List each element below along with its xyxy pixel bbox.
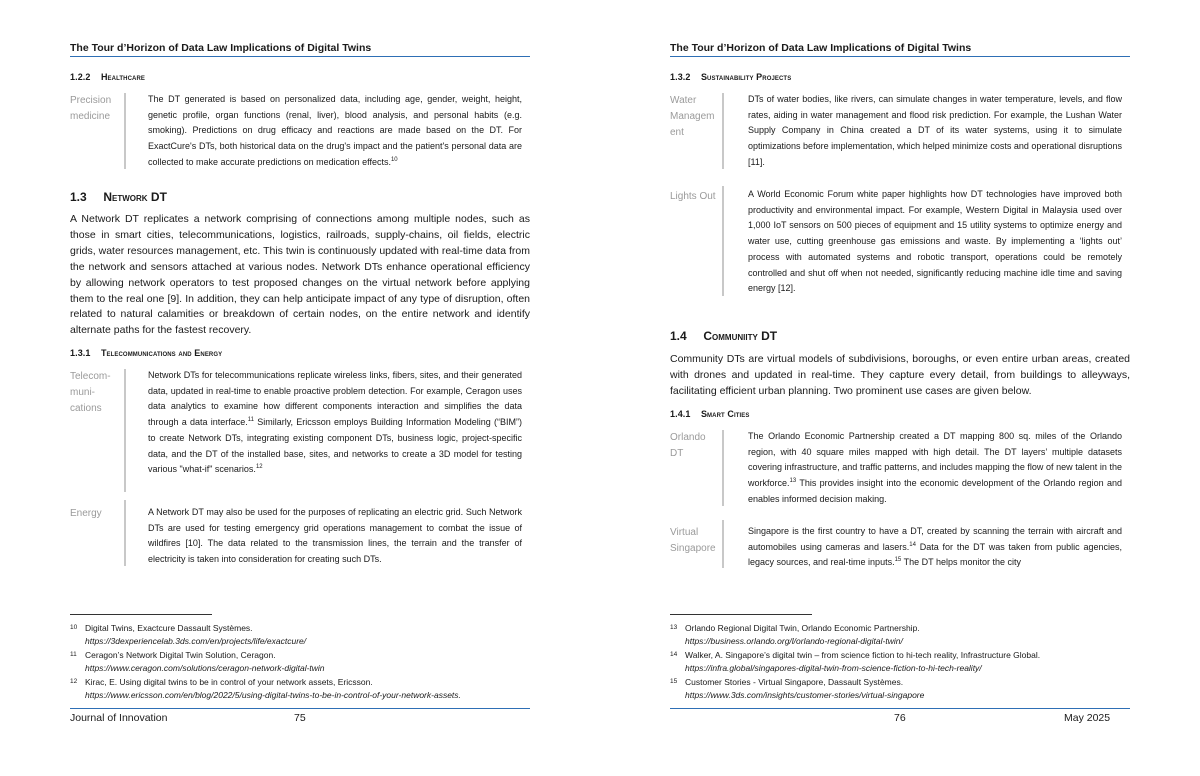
paragraph-text: Singapore is the first country to have a DT, created by scanning the terrain with aircraft and automobiles using cameras and lasers. xyxy=(748,526,1122,552)
footnote-ref[interactable]: 15 xyxy=(894,557,902,564)
paragraph-text: This provides insight into the economic development of the Orlando region and enables informed decision making. xyxy=(748,478,1122,504)
footnote-link[interactable]: https://www.ceragon.com/solutions/ceragon-network-digital-twin xyxy=(85,663,325,674)
footnote-text: Ceragon’s Network Digital Twin Solution, Ceragon. xyxy=(85,650,276,660)
margin-rule xyxy=(124,93,126,169)
running-head: The Tour d’Horizon of Data Law Implications of Digital Twins xyxy=(670,42,972,54)
heading-number: 1.4.1 xyxy=(670,409,691,419)
footnote xyxy=(70,676,540,703)
margin-rule xyxy=(124,500,126,566)
footnote-ref[interactable]: 13 xyxy=(789,478,797,485)
heading-title: Sustainability Projects xyxy=(700,72,792,82)
heading-number: 1.3 xyxy=(70,190,87,204)
paragraph-text: Similarly, Ericsson employs Building Information Modeling (“BIM”) to create Network DTs, integrating existing component DTs, business logic, project-specific data, and the DT of the installed base, sites, and networks to create a 3D model for testing various "what-if" scenarios. xyxy=(148,417,522,475)
heading-number: 1.4 xyxy=(670,329,687,343)
footnote xyxy=(670,622,1140,649)
virtual-singapore-text xyxy=(748,524,1122,571)
footnote xyxy=(670,676,1140,703)
footnote-number: 14 xyxy=(670,651,678,658)
paragraph-text: Network DTs for telecommunications replicate wireless links, fibers, sites, and their generated data, updated in real-time to enable proactive problem detection. For example, Ceragon uses data analytics to examine how different components interaction and simplifies the data through a data interface. xyxy=(148,370,522,428)
label-line: Singapore xyxy=(670,543,716,554)
label-line: muni- xyxy=(70,387,96,398)
footnote-text: Digital Twins, Exactcure Dassault Systèmes. xyxy=(85,623,253,633)
paragraph-text: The Orlando Economic Partnership created a DT mapping 800 sq. miles of the Orlando region, with 40 square miles mapped with high detail. The DT layers’ multiple datasets covering infrastructure, and traffic patterns, and includes mapping the flow of new talent in the workforce. xyxy=(748,431,1122,489)
footnote-number: 13 xyxy=(670,624,678,631)
lights-out-text: A World Economic Forum white paper highlights how DT technologies have improved both productivity and environmental impact. For example, Western Digital in Malaysia used over 1,000 IoT sensors on 500 pieces of equipment and 15 utility systems to optimize energy and water use, cutting greenhouse gas emissions and waste. By implementing a ‘lights out’ process with automated systems and robotic transport, operations could be remotely controlled and shut off when not needed, significantly reducing machine idle time and saving energy [12]. xyxy=(748,189,1122,294)
water-management-text: DTs of water bodies, like rivers, can simulate changes in water temperature, levels, and flow rates, aiding in water management and flood risk prediction. For example, the Lushan Water Supply Company in China created a DT of its water systems, using it to simulate optimizations before implementation, which helped minimize costs and operational disruptions [11]. xyxy=(748,94,1122,167)
heading-number: 1.3.2 xyxy=(670,72,691,82)
right-page xyxy=(600,0,1200,776)
footnote-ref[interactable]: 10 xyxy=(390,156,398,163)
footnote-ref[interactable]: 12 xyxy=(255,464,263,471)
margin-label-lights-out: Lights Out xyxy=(670,191,716,202)
heading-1-2-2 xyxy=(70,72,145,82)
heading-title: Communiity DT xyxy=(703,329,778,343)
margin-label-precision-medicine: Precision medicine xyxy=(70,95,112,122)
heading-number: 1.3.1 xyxy=(70,348,91,358)
margin-label-energy: Energy xyxy=(70,508,102,519)
paragraph-text: The DT helps monitor the city xyxy=(901,557,1021,568)
heading-number: 1.2.2 xyxy=(70,72,91,82)
footnote-link[interactable]: https://business.orlando.org/l/orlando-regional-digital-twin/ xyxy=(685,636,903,647)
footnote-link[interactable]: https://3dexperiencelab.3ds.com/en/projects/life/exactcure/ xyxy=(85,636,307,647)
footer-rule xyxy=(70,708,530,709)
page-number: 76 xyxy=(894,712,906,724)
footnote-ref[interactable]: 11 xyxy=(247,417,254,424)
heading-title: Healthcare xyxy=(100,72,145,82)
issue-date: May 2025 xyxy=(1064,712,1111,724)
footnote xyxy=(70,649,540,676)
heading-1-3-2 xyxy=(670,72,791,82)
community-dt-paragraph: Community DTs are virtual models of subdivisions, boroughs, or even entire urban areas, created with drones and updated in real-time. They capture every detail, from buildings to alleyways, facilitating efficient urban planning. Two prominent use cases are given below. xyxy=(670,353,1130,397)
precision-medicine-text xyxy=(148,92,522,171)
label-line: ent xyxy=(670,127,684,138)
paragraph-text: The DT generated is based on personalized data, including age, gender, weight, height, genetic profile, organ functions (renal, liver), blood analysis, and personal habits (e.g. smoking). Predictions on drug efficacy and reactions are made based on the DT. For ExactCure's DTs, both historical data on the drug's impact and the patient's personal data are collected to make accurate predictions on medication effects. xyxy=(148,94,522,167)
footnote-number: 12 xyxy=(70,678,78,685)
heading-1-3-1 xyxy=(70,348,222,358)
margin-rule xyxy=(722,430,724,506)
heading-1-3 xyxy=(70,190,167,204)
heading-title: Telecommunications and Energy xyxy=(100,348,223,358)
label-line: Virtual xyxy=(670,527,699,538)
footnote-number: 15 xyxy=(670,678,678,685)
footer-rule xyxy=(670,708,1130,709)
margin-rule xyxy=(124,369,126,492)
footnote-number: 11 xyxy=(70,651,77,658)
margin-label-orlando-dt xyxy=(670,430,720,462)
energy-text: A Network DT may also be used for the purposes of replicating an electric grid. Such Network DTs are used for testing emergency grid operations management to combat the issue of wildfires [10]. The data related to the transmission lines, the terrain and the transfer of electricity is taken into consideration for creating such DTs. xyxy=(148,507,522,565)
label-line: Orlando xyxy=(670,432,706,443)
label-line: DT xyxy=(670,448,684,459)
margin-rule xyxy=(722,520,724,568)
heading-title: Smart Cities xyxy=(700,409,750,419)
page-number: 75 xyxy=(294,712,306,724)
network-dt-paragraph: A Network DT replicates a network comprising of connections among multiple nodes, such as those in smart cities, telecommunications, logistics, railroads, supply-chains, oil fields, electric grids, water resources management, etc. This twin is continuously updated with real-time data from the network and sensors attached at various nodes. Network DTs enhance operational efficiency by allowing network operators to test proposed changes on the virtual network before applying them to the real one [9]. In addition, they can help anticipate impact of any type of disruption, often related to natural calamities or breakdown of certain nodes, on the entire network and identify alternate paths for the fastest recovery. xyxy=(70,213,530,337)
heading-title: Network DT xyxy=(103,190,167,204)
paragraph-text: Data for the DT was taken from public agencies, legacy sources, and real-time inputs. xyxy=(748,541,1122,568)
footnote xyxy=(70,622,540,649)
footnote xyxy=(670,649,1140,676)
header-rule xyxy=(70,56,530,57)
footnote-rule xyxy=(670,614,812,615)
footnote-text: Orlando Regional Digital Twin, Orlando Economic Partnership. xyxy=(685,623,920,633)
telecommunications-text xyxy=(148,368,522,478)
orlando-dt-text xyxy=(748,429,1122,508)
label-line: cations xyxy=(70,403,102,414)
journal-name: Journal of Innovation xyxy=(70,712,168,724)
heading-1-4 xyxy=(670,329,777,343)
header-rule xyxy=(670,56,1130,57)
heading-1-4-1 xyxy=(670,409,749,419)
footnote-link[interactable]: https://infra.global/singapores-digital-twin-from-science-fiction-to-hi-tech-reality/ xyxy=(685,663,982,674)
footnote-link[interactable]: https://www.ericsson.com/en/blog/2022/5/using-digital-twins-to-be-in-control-of-your-network-assets. xyxy=(85,690,461,701)
label-line: Water xyxy=(670,95,697,106)
margin-rule xyxy=(722,186,724,296)
footnote-text: Kirac, E. Using digital twins to be in control of your network assets, Ericsson. xyxy=(85,677,373,687)
footnote-ref[interactable]: 14 xyxy=(909,541,916,548)
footnote-text: Customer Stories - Virtual Singapore, Dassault Systèmes. xyxy=(685,677,904,687)
margin-label-telecommunications xyxy=(70,369,120,417)
footnote-link[interactable]: https://www.3ds.com/insights/customer-stories/virtual-singapore xyxy=(685,690,925,701)
footnote-rule xyxy=(70,614,212,615)
label-line: Telecom- xyxy=(70,371,111,382)
margin-label-water-management xyxy=(670,93,720,141)
running-head: The Tour d’Horizon of Data Law Implications of Digital Twins xyxy=(70,42,372,54)
footnote-number: 10 xyxy=(70,624,78,631)
margin-label-virtual-singapore xyxy=(670,525,720,557)
margin-rule xyxy=(722,93,724,169)
label-line: Managem xyxy=(670,111,715,122)
footnote-text: Walker, A. Singapore’s digital twin – from science fiction to hi-tech reality, Infrastructure Global. xyxy=(685,650,1041,660)
